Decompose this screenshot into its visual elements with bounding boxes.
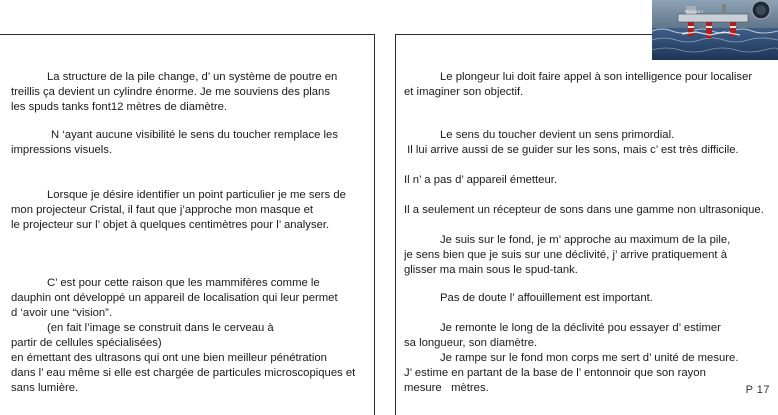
left-paragraph-4: C’ est pour cette raison que les mammifères comme le dauphin ont développé un appareil de localisation qui leur permet d ‘avoir une “vision”. (en fait l’image se construit dans le cerveau à partir de cellules spécialisées) en émettant des ultrasons qui ont une bien meilleur pénétration dans l’ eau même si elle est chargée de particules microscopiques et sans lumière.	[11, 277, 356, 394]
right-paragraph-1: Le plongeur lui doit faire appel à son intelligence pour localiser et imaginer son objectif.	[404, 71, 753, 98]
right-page-panel	[395, 34, 778, 415]
page-number: P 17	[745, 384, 770, 396]
platform-illustration	[652, 0, 778, 60]
right-paragraph-3: Il n’ a pas d’ appareil émetteur.	[404, 174, 558, 186]
platform-photo	[652, 0, 778, 60]
left-page-panel	[0, 34, 375, 415]
left-paragraph-3: Lorsque je désire identifier un point particulier je me sers de mon projecteur Cristal, il faut que j’approche mon masque et le projecteur sur l’ objet à quelques centimètres pour l’ analyser.	[11, 189, 346, 231]
right-paragraph-4: Il a seulement un récepteur de sons dans une gamme non ultrasonique.	[404, 204, 764, 216]
right-paragraph-7: Je remonte le long de la déclivité pou essayer d’ estimer sa longueur, son diamètre. Je rampe sur le fond mon corps me sert d’ unité de mesure. J’ estime en partant de la base de l’ entonnoir que son rayon mesure mètres.	[404, 322, 739, 394]
right-paragraph-6: Pas de doute l’ affouillement est important.	[440, 292, 653, 304]
right-paragraph-2: Le sens du toucher devient un sens primordial. Il lui arrive aussi de se guider sur les sons, mais c’ est très difficile.	[404, 129, 739, 156]
left-paragraph-2: N ‘ayant aucune visibilité le sens du toucher remplace les impressions visuels.	[11, 129, 338, 156]
left-paragraph-1: La structure de la pile change, d’ un système de poutre en treillis ça devient un cylindre énorme. Je me souviens des plans les spuds tanks font12 mètres de diamètre.	[11, 71, 338, 113]
platform-caption: Neptune I	[685, 9, 704, 14]
right-paragraph-5: Je suis sur le fond, je m’ approche au maximum de la pile, je sens bien que je suis sur une déclivité, j’ arrive pratiquement à glisser ma main sous le spud-tank.	[404, 234, 731, 276]
